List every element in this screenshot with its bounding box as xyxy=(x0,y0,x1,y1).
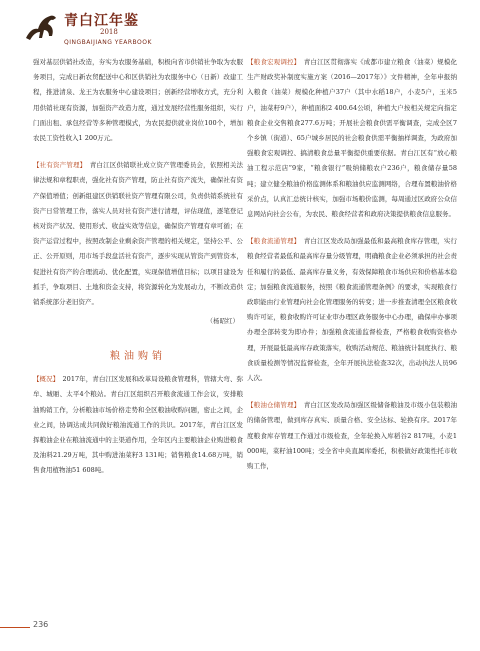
author-signature: （杨昭红） xyxy=(206,317,239,326)
section-tag: 【粮食流通管理】 xyxy=(247,237,298,246)
paragraph: 强对基层供销社改造，夯实为农服务基础，积极向省市供销社争取为农服务项目，完成日新农贸配送中心和区供销社为农服务中心（日新）改建工程，推进清泉、龙王为农服务中心建设项目；创新经营增收方式，充分利用供销社现有资源，加强资产改造力度，通过发展经营性服务组织，实行门面出租、承包经营等多种管理模式，为农民提供就业岗位100个，增加农民工资性收入1 200万元。 xyxy=(33,58,243,143)
paragraph: 【粮食宏观调控】 青白江区贯彻落实《成都市建立粮食（油菜）规模化生产财政奖补制度实施方案（2016—2017年）》文件精神，全年申报纳入粮食（油菜）规模化种植户37户（其中水稻18户，小麦5户，玉米5户，油菜籽9户），种植面积2 400.64公顷，种植大户按相关规定向指定粮食企业交售粮食277.6万吨；开展社会粮食供需平衡调查，完成全区7个乡镇（街道）、65户城乡居民的社会粮食供需平衡抽样调查，为政府加强粮食宏观调控、搞清粮食总量平衡提供重要依据。青白江区有“放心粮油工程示范店”9家，“粮食银行”吸纳储粮农户236户，粮食储存量58吨；建立健全粮油价格监测体系和粮油供应监测网络，合理布置粮油价格采价点，认真汇总统计核实，加强市场粮价监测，每周通过区政府公众信息网站向社会公布，为农民、粮食经营者和政府决策提供粮食信息服务。 xyxy=(247,58,458,219)
section-tag: 【概况】 xyxy=(33,375,56,384)
page-number: 236 xyxy=(33,620,49,629)
paragraph: 【粮油仓储管理】 青白江区发改局加强区级储备粮油及市级小包装粮油的储备管理，做到库存真实、质量合格、安全达标、轮换有序。2017年度粮食库存管理工作通过市级检查，全年轮换入库稻谷2 817吨，小麦1 000吨，菜籽油100吨；受全省中央直属库委托，积极做好政策性托市收购工作， xyxy=(247,401,458,471)
yearbook-header xyxy=(22,8,462,50)
paragraph: 【粮食流通管理】 青白江区发改局加强最低和最高粮食库存管理，实行粮食经营者最低和最高库存量分级管理，明确粮食企业必须承担的社会责任和履行的最低、最高库存量义务，有效保障粮食市场供应和价格基本稳定；加强粮食流通服务，按照《粮食流通管理条例》的要求，实现粮食行政职能由行业管理向社会化管理服务的转变；进一步推查清理全区粮食收购许可证，粮食收购许可证业审办理区政务服务中心办理，确保申办事项办理全部转变为即办件；加强粮食流通监督检查，严格粮食收购资格办理，开展最低最高库存政策落实，收购活动规范、粮油统计制度执行、粮食质量检测等情况监督检查，全年开展执法检查32次，出动执法人员96人次。 xyxy=(247,237,458,383)
section-heading: 粮油购销 xyxy=(110,351,166,363)
yearbook-year: 2018 xyxy=(100,28,118,36)
paragraph: 【社有资产管理】 青白江区供销联社成立资产管理委员会，依照相关法律法规和章程职责，强化社有资产管理，防止社有资产流失，确保社有资产保值增值；创新组建区供销联社资产管理有限公司，负责供销系统社有资产日常管理工作，落实人员对社有资产进行清理，评估现值，逐笔登记核对资产状况、使用形式、收益实效等信息，确保资产管理有章可循；在资产运营过程中，按照改制企业剩余资产管理的相关规定，坚持公平、公正、公开原则，用市场手段盘活社有资产，逐步实现从管资产到管资本，促进社有资产的合理流动、优化配置，实现保值增值目标；以项目建设为抓手，争取项目、土地和资金支持，将资源转化为发展动力，不断改造供销系统部分老旧资产。 xyxy=(33,161,244,307)
horse-logo-icon xyxy=(22,8,62,48)
yearbook-subtitle: QINGBAIJIANG YEARBOOK xyxy=(64,39,152,46)
yearbook-title: 青白江年鉴 xyxy=(64,13,139,29)
section-tag: 【粮食宏观调控】 xyxy=(247,58,298,66)
section-tag: 【社有资产管理】 xyxy=(33,161,84,170)
section-tag: 【粮油仓储管理】 xyxy=(247,401,298,410)
paragraph: 【概况】 2017年，青白江区发展和改革局设粮食管理科，管辖大弯、弥牟、城厢、太平4个粮站。青白江区组织召开粮食流通工作会议，安排粮油购销工作，分析粮油市场价格走势和全区粮油收购问题，密止之间，企业之间，协调达成共同做好粮油流通工作的共识。2017年，青白江区发挥粮油企业在粮油流通中的主渠道作用，全年区内主要粮油企业购进粮食及油料21.29万吨，其中购进油菜籽3 131吨；销售粮食14.68万吨，销售食用植物油51 608吨。 xyxy=(33,375,244,475)
left-column xyxy=(33,55,243,479)
footer-rule xyxy=(0,627,30,628)
right-column xyxy=(247,55,457,474)
